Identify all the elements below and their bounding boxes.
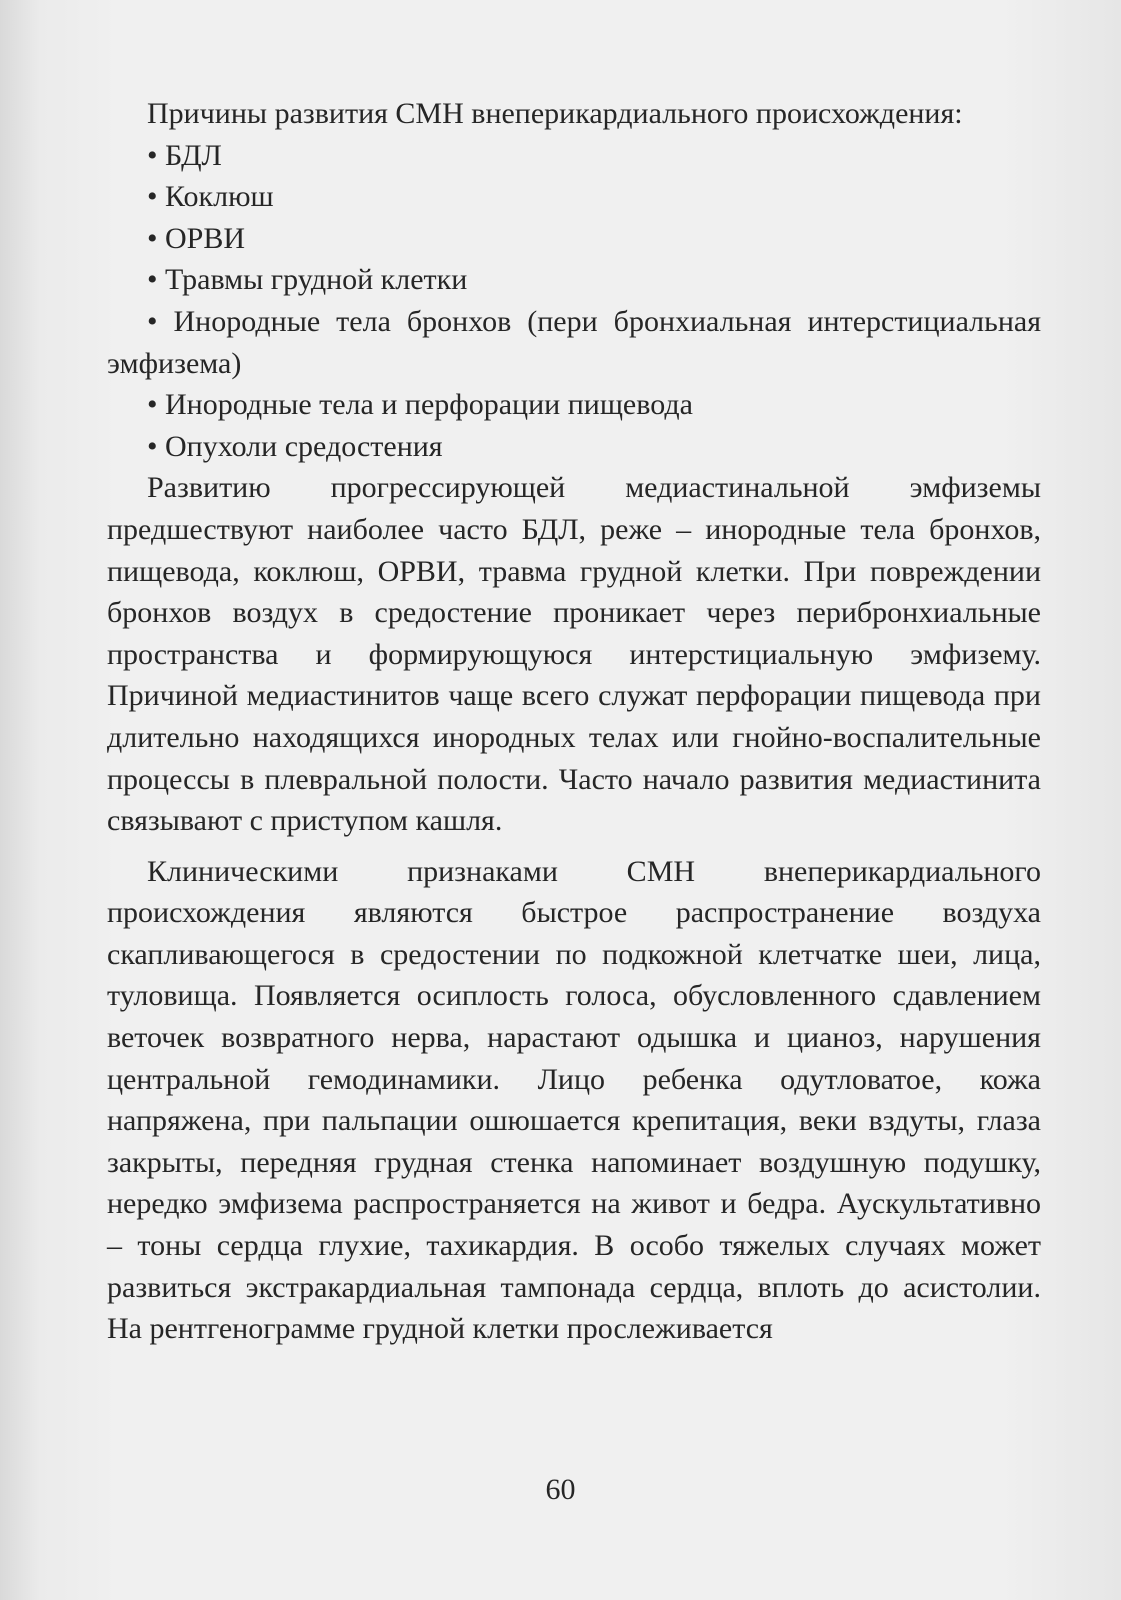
page-body [107,93,1041,1350]
bullet-item: • Инородные тела и перфорации пищевода [147,388,693,422]
body-paragraph: Развитию прогрессирующей медиастинальной эмфиземы предшествуют наиболее часто БДЛ, реже – инородные тела бронхов, пищевода, коклюш, ОРВИ, травма грудной клетки. При повреждении бронхов воздух в средостение проникает через перибронхиальные пространства и формирующуюся интерстициальную эмфизему. Причиной медиастинитов чаще всего служат перфорации пищевода при длительно находящихся инородных телах или гнойно-воспалительные процессы в плевральной полости. Часто начало развития медиастинита связывают с приступом кашля. [107,471,1041,838]
intro-paragraph: Причины развития СМН внеперикардиального происхождения: [147,97,963,130]
bullet-item: • Опухоли средостения [147,429,443,463]
bullet-item: • БДЛ [147,138,222,172]
bullet-item: • Коклюш [147,180,274,214]
bullet-item: • ОРВИ [147,221,246,255]
bullet-item: • Инородные тела бронхов (пери бронхиальная интерстициальная эмфизема) [107,304,1041,380]
body-paragraph: Клиническими признаками СМН внеперикардиального происхождения являются быстрое распространение воздуха скапливающегося в средостении по подкожной клетчатке шеи, лица, туловища. Появляется осиплость голоса, обусловленного сдавлением веточек возвратного нерва, нарастают одышка и цианоз, нарушения центральной гемодинамики. Лицо ребенка одутловатое, кожа напряжена, при пальпации ошюшается крепитация, веки вздуты, глаза закрыты, передняя грудная стенка напоминает воздушную подушку, нередко эмфизема распространяется на живот и бедра. Аускультативно – тоны сердца глухие, тахикардия. В особо тяжелых случаях может развиться экстракардиальная тампонада сердца, вплоть до асистолии. На рентгенограмме грудной клетки прослеживается [107,854,1041,1346]
bullet-item: • Травмы грудной клетки [147,263,468,297]
page-number: 60 [545,1473,576,1506]
